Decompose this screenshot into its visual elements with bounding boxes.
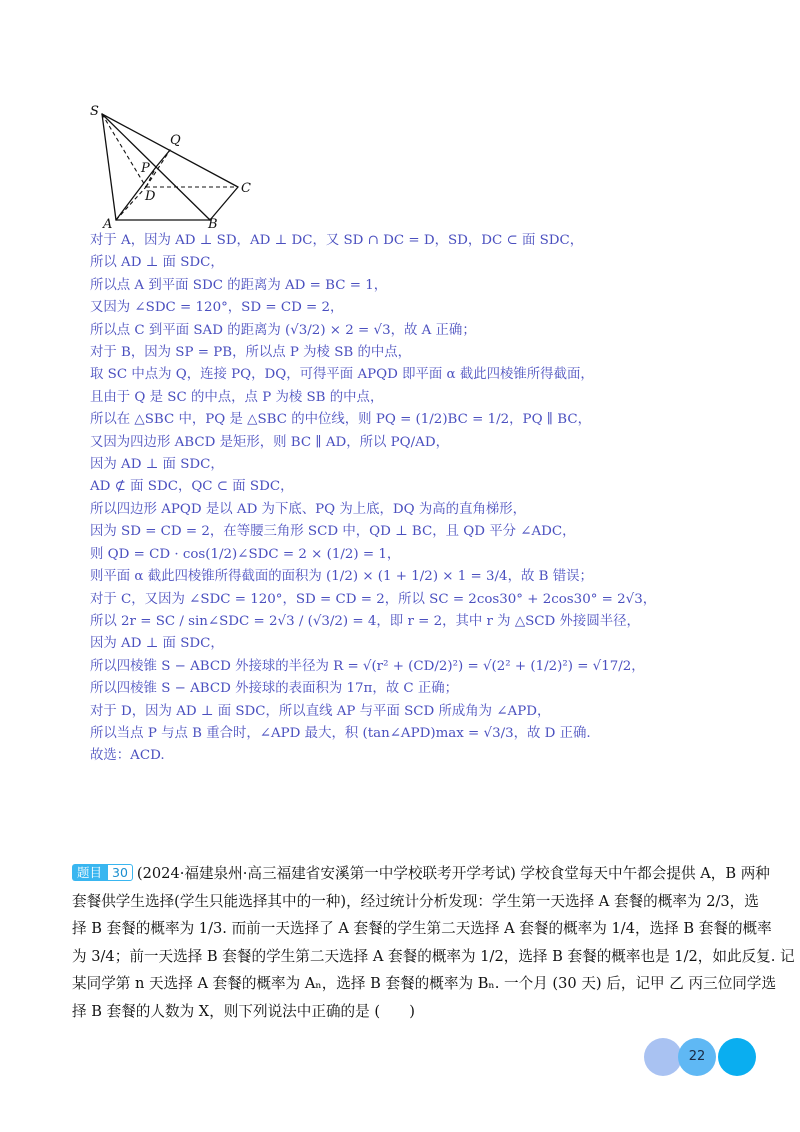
solution-line: 故选：ACD. (90, 748, 165, 764)
solution-line: 因为 AD ⊥ 面 SDC， (90, 457, 224, 473)
page-number-badge (640, 1036, 760, 1078)
label-A: A (103, 217, 113, 230)
badge-circle-left (644, 1038, 682, 1076)
solution-line: 又因为 ∠SDC = 120°，SD = CD = 2， (90, 300, 344, 316)
solution-line: 所以四棱锥 S − ABCD 外接球的半径为 R = √(r² + (CD/2)²) = √(2² + (1/2)²) = √17/2， (90, 658, 645, 674)
solution-line: 对于 A，因为 AD ⊥ SD，AD ⊥ DC，又 SD ∩ DC = D，SD，DC ⊂ 面 SDC， (90, 233, 584, 248)
edge-SA (102, 114, 116, 220)
problem-block (72, 860, 795, 1026)
edge-BC (210, 187, 238, 220)
solution-line: 又因为四边形 ABCD 是矩形，则 BC ∥ AD，所以 PQ/AD， (90, 434, 449, 450)
label-B: B (208, 217, 218, 230)
solution-line: 所以点 C 到平面 SAD 的距离为 (√3/2) × 2 = √3，故 A 正确； (90, 322, 476, 338)
solution-line: 取 SC 中点为 Q，连接 PQ，DQ，可得平面 APQD 即平面 α 截此四棱锥所得截面， (90, 367, 594, 383)
solution-line: 所以点 A 到平面 SDC 的距离为 AD = BC = 1， (90, 277, 388, 293)
problem-line: 择 B 套餐的人数为 X，则下列说法中正确的是 ( ) (72, 1002, 415, 1020)
problem-line (72, 860, 770, 888)
edge-PQ (156, 150, 170, 167)
page-number: 22 (688, 1049, 706, 1064)
problem-line: 套餐供学生选择(学生只能选择其中的一种)，经过统计分析发现：学生第一天选择 A 套餐的概率为 2/3，选 (72, 892, 759, 910)
label-Q: Q (170, 133, 181, 148)
solution-line: 对于 D，因为 AD ⊥ 面 SDC，所以直线 AP 与平面 SCD 所成角为 ∠APD， (90, 703, 551, 719)
solution-line: 因为 SD = CD = 2，在等腰三角形 SCD 中，QD ⊥ BC，且 QD 平分 ∠ADC， (90, 524, 576, 540)
badge-circle-right (718, 1038, 756, 1076)
solution-line: 所以当点 P 与点 B 重合时，∠APD 最大，积 (tan∠APD)max = √3/3，故 D 正确. (90, 725, 591, 741)
problem-line: 择 B 套餐的概率为 1/3. 而前一天选择了 A 套餐的学生第二天选择 A 套餐的概率为 1/4，选择 B 套餐的概率 (72, 920, 772, 938)
solution-line: 所以 2r = SC / sin∠SDC = 2√3 / (√3/2) = 4，即 r = 2，其中 r 为 △SCD 外接圆半径， (90, 613, 640, 629)
solution-line: 且由于 Q 是 SC 的中点，点 P 为棱 SB 的中点， (90, 389, 384, 405)
solution-line: 对于 B，因为 SP = PB，所以点 P 为棱 SB 的中点， (90, 345, 412, 361)
label-D: D (145, 189, 156, 204)
solution-line: 所以四棱锥 S − ABCD 外接球的表面积为 17π，故 C 正确； (90, 681, 459, 697)
solution-line: 对于 C，又因为 ∠SDC = 120°，SD = CD = 2，所以 SC = 2cos30° + 2cos30° = 2√3， (90, 591, 657, 607)
solution-line: 则 QD = CD · cos(1/2)∠SDC = 2 × (1/2) = 1， (90, 546, 401, 562)
solution-line: 则平面 α 截此四棱锥所得截面的面积为 (1/2) × (1 + 1/2) × 1 = 3/4，故 B 错误； (90, 569, 593, 585)
solution-block (90, 230, 730, 768)
problem-line: 某同学第 n 天选择 A 套餐的概率为 Aₙ，选择 B 套餐的概率为 Bₙ. 一个月 (30 天) 后，记甲 乙 丙三位同学选 (72, 975, 777, 993)
solution-line: 所以四边形 APQD 是以 AD 为下底、PQ 为上底，DQ 为高的直角梯形， (90, 501, 527, 517)
label-P: P (141, 161, 150, 176)
pyramid-figure (88, 100, 268, 230)
solution-line: AD ⊄ 面 SDC，QC ⊂ 面 SDC， (90, 479, 294, 495)
solution-line: 所以在 △SBC 中，PQ 是 △SBC 的中位线，则 PQ = (1/2)BC = 1/2，PQ ∥ BC， (90, 412, 591, 428)
solution-line: 所以 AD ⊥ 面 SDC， (90, 255, 224, 271)
problem-line: 为 3/4；前一天选择 B 套餐的学生第二天选择 A 套餐的概率为 1/2，选择 B 套餐的概率也是 1/2，如此反复. 记 (72, 947, 795, 965)
problem-text: (2024·福建泉州·高三福建省安溪第一中学校联考开学考试) 学校食堂每天中午都会提供 A，B 两种 (136, 865, 770, 882)
solution-line: 因为 AD ⊥ 面 SDC， (90, 636, 224, 652)
problem-number: 30 (107, 864, 133, 881)
label-S: S (90, 104, 99, 119)
label-C: C (241, 181, 251, 196)
problem-tag: 题目 (72, 864, 107, 881)
